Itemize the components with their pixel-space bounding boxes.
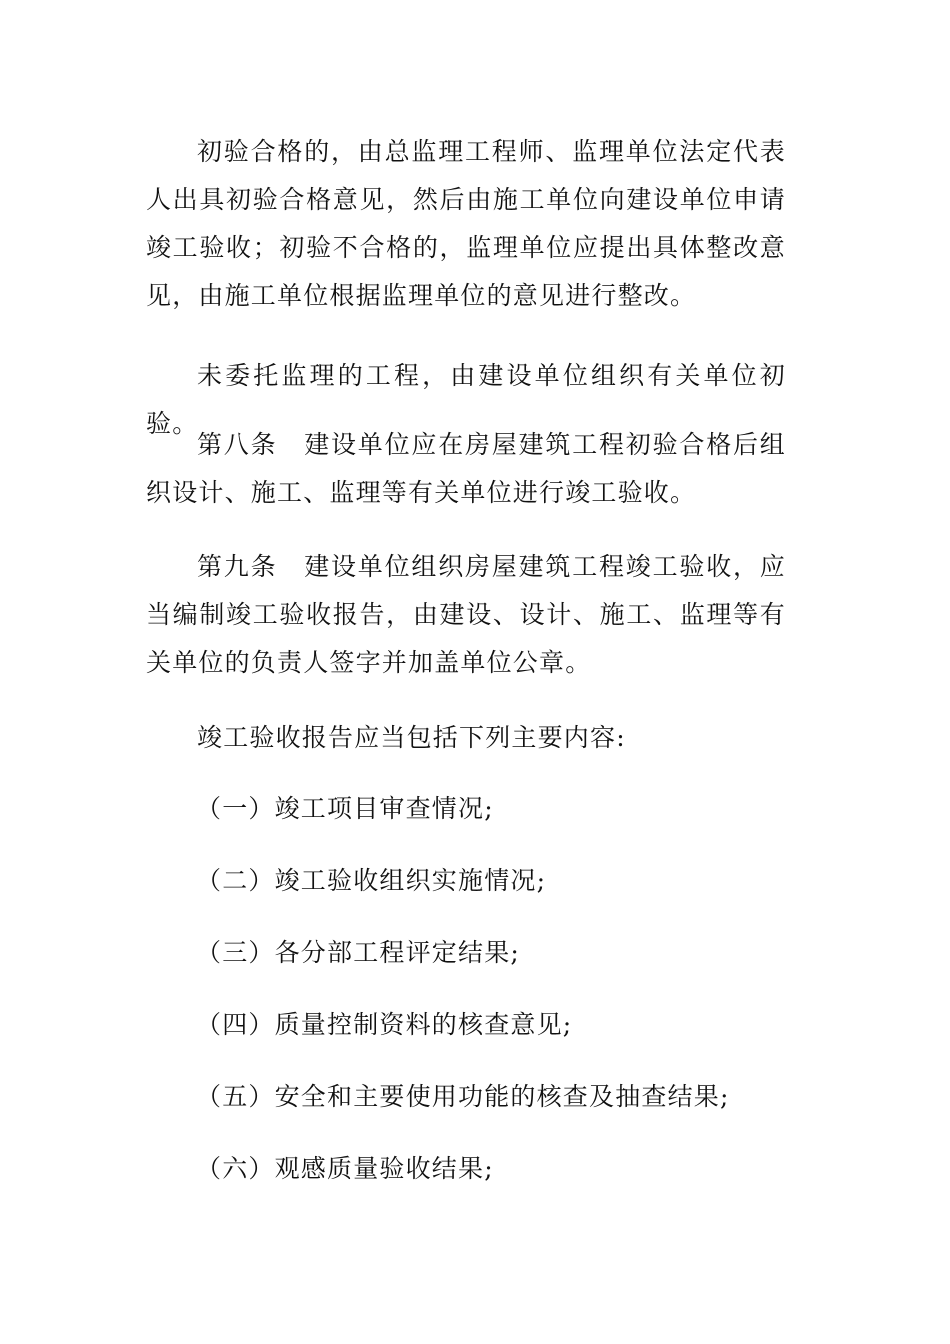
list-item: （六）观感质量验收结果; bbox=[196, 1154, 494, 1183]
list-item: （五）安全和主要使用功能的核查及抽查结果; bbox=[196, 1082, 730, 1111]
list-item: （三）各分部工程评定结果; bbox=[196, 938, 521, 967]
paragraph-initial-acceptance: 初验合格的，由总监理工程师、监理单位法定代表人出具初验合格意见，然后由施工单位向建设单位申请竣工验收；初验不合格的，监理单位应提出具体整改意见，由施工单位根据监理单位的意见进行整改。 bbox=[146, 137, 786, 310]
paragraph-report-contents-intro: 竣工验收报告应当包括下列主要内容: bbox=[197, 723, 626, 752]
list-item: （二）竣工验收组织实施情况; bbox=[196, 866, 547, 895]
paragraph-article-8: 第八条 建设单位应在房屋建筑工程初验合格后组织设计、施工、监理等有关单位进行竣工验收。 bbox=[146, 430, 786, 507]
list-item: （一）竣工项目审查情况; bbox=[196, 794, 494, 823]
paragraph-article-9: 第九条 建设单位组织房屋建筑工程竣工验收，应当编制竣工验收报告，由建设、设计、施工、监理等有关单位的负责人签字并加盖单位公章。 bbox=[146, 552, 786, 677]
paragraph-no-supervision: 未委托监理的工程，由建设单位组织有关单位初验。 bbox=[146, 361, 786, 438]
list-item: （四）质量控制资料的核查意见; bbox=[196, 1010, 573, 1039]
